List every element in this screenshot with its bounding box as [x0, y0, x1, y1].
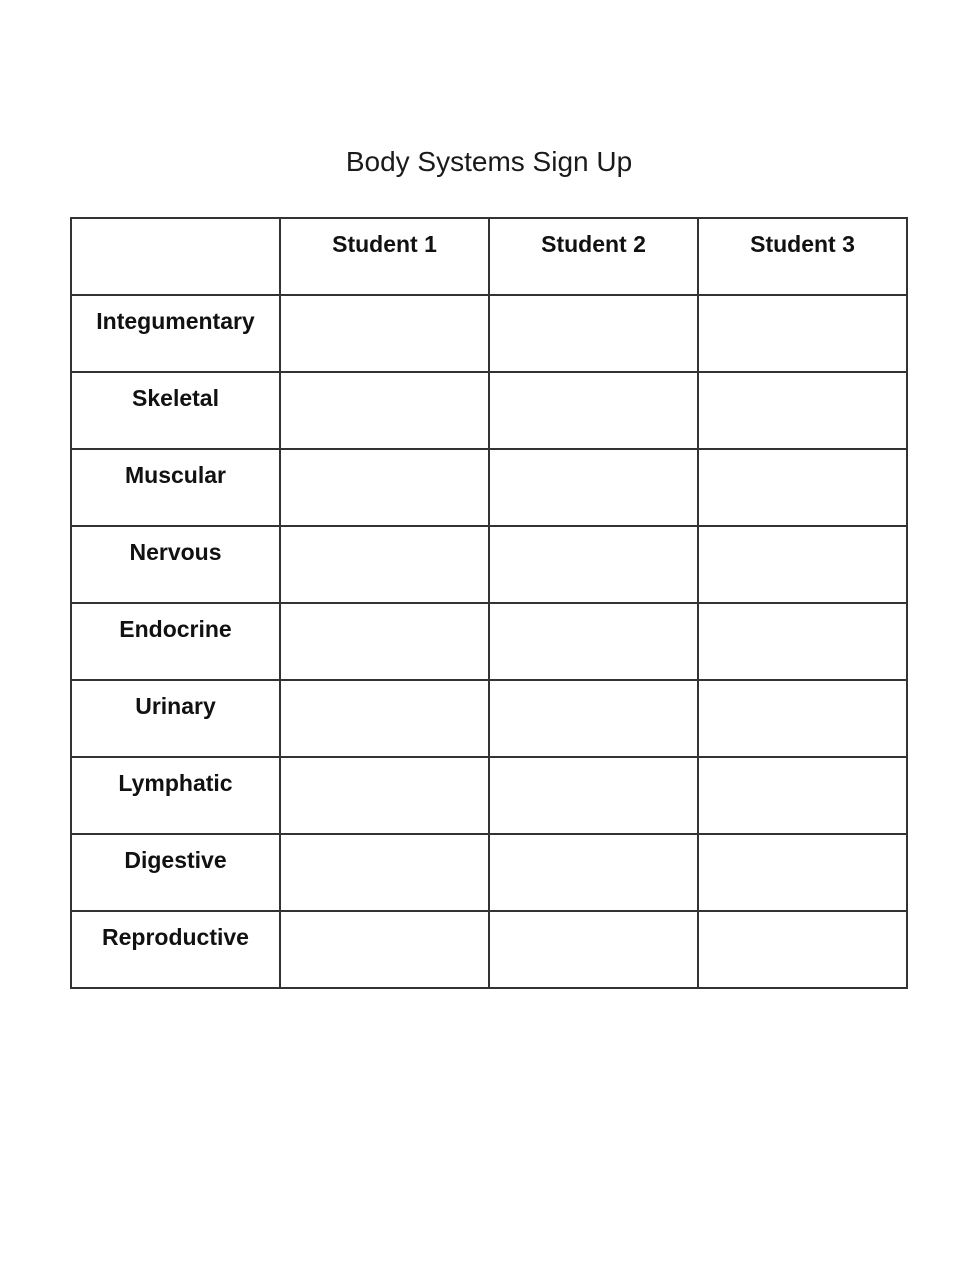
cell-value: [281, 604, 488, 616]
signup-cell[interactable]: [280, 680, 489, 757]
signup-cell[interactable]: [280, 295, 489, 372]
system-label: Skeletal: [132, 385, 219, 411]
column-header: [698, 218, 907, 295]
system-label: Muscular: [125, 462, 226, 488]
table-row: [71, 680, 907, 757]
cell-value: [490, 758, 697, 770]
signup-cell[interactable]: [698, 449, 907, 526]
cell-value: [699, 373, 906, 385]
table-row: [71, 372, 907, 449]
signup-cell[interactable]: [698, 757, 907, 834]
column-header: [280, 218, 489, 295]
row-header: [71, 603, 280, 680]
column-header-label: Student 3: [750, 231, 855, 257]
cell-value: [699, 912, 906, 924]
cell-value: [490, 912, 697, 924]
cell-value: [281, 527, 488, 539]
column-header-label: Student 1: [332, 231, 437, 257]
row-header: [71, 526, 280, 603]
row-header: [71, 911, 280, 988]
system-label: Endocrine: [119, 616, 232, 642]
system-label: Lymphatic: [118, 770, 233, 796]
cell-value: [281, 296, 488, 308]
signup-cell[interactable]: [489, 680, 698, 757]
signup-cell[interactable]: [280, 834, 489, 911]
cell-value: [490, 835, 697, 847]
table-row: [71, 757, 907, 834]
signup-cell[interactable]: [489, 603, 698, 680]
row-header: [71, 834, 280, 911]
signup-cell[interactable]: [489, 911, 698, 988]
row-header: [71, 757, 280, 834]
signup-cell[interactable]: [489, 295, 698, 372]
signup-cell[interactable]: [698, 603, 907, 680]
system-label: Reproductive: [102, 924, 249, 950]
signup-cell[interactable]: [698, 834, 907, 911]
signup-cell[interactable]: [489, 372, 698, 449]
signup-cell[interactable]: [489, 834, 698, 911]
table-row: [71, 603, 907, 680]
signup-cell[interactable]: [280, 372, 489, 449]
signup-cell[interactable]: [280, 911, 489, 988]
cell-value: [490, 681, 697, 693]
signup-cell[interactable]: [280, 449, 489, 526]
cell-value: [281, 681, 488, 693]
cell-value: [699, 604, 906, 616]
cell-value: [281, 373, 488, 385]
page-title: Body Systems Sign Up: [345, 146, 633, 177]
table-row: [71, 295, 907, 372]
cell-value: [490, 373, 697, 385]
signup-cell[interactable]: [489, 757, 698, 834]
cell-value: [699, 296, 906, 308]
cell-value: [699, 835, 906, 847]
signup-cell[interactable]: [489, 449, 698, 526]
cell-value: [699, 450, 906, 462]
row-header: [71, 680, 280, 757]
corner-cell: [71, 218, 280, 295]
signup-table: [70, 217, 908, 989]
column-header: [489, 218, 698, 295]
signup-cell[interactable]: [280, 603, 489, 680]
cell-value: [699, 681, 906, 693]
cell-value: [281, 758, 488, 770]
column-header-label: Student 2: [541, 231, 646, 257]
cell-value: [281, 835, 488, 847]
system-label: Nervous: [129, 539, 222, 565]
signup-cell[interactable]: [280, 757, 489, 834]
table-row: [71, 449, 907, 526]
cell-value: [281, 912, 488, 924]
row-header: [71, 295, 280, 372]
signup-cell[interactable]: [489, 526, 698, 603]
corner-label: [72, 219, 279, 231]
table-header-row: [71, 218, 907, 295]
signup-cell[interactable]: [698, 372, 907, 449]
system-label: Integumentary: [96, 308, 255, 334]
cell-value: [281, 450, 488, 462]
table-row: [71, 526, 907, 603]
signup-cell[interactable]: [280, 526, 489, 603]
signup-cell[interactable]: [698, 295, 907, 372]
row-header: [71, 372, 280, 449]
cell-value: [490, 296, 697, 308]
signup-cell[interactable]: [698, 526, 907, 603]
system-label: Digestive: [124, 847, 227, 873]
table-row: [71, 911, 907, 988]
signup-cell[interactable]: [698, 680, 907, 757]
cell-value: [490, 450, 697, 462]
table-row: [71, 834, 907, 911]
row-header: [71, 449, 280, 526]
cell-value: [490, 527, 697, 539]
cell-value: [699, 758, 906, 770]
cell-value: [699, 527, 906, 539]
signup-cell[interactable]: [698, 911, 907, 988]
cell-value: [490, 604, 697, 616]
system-label: Urinary: [135, 693, 216, 719]
